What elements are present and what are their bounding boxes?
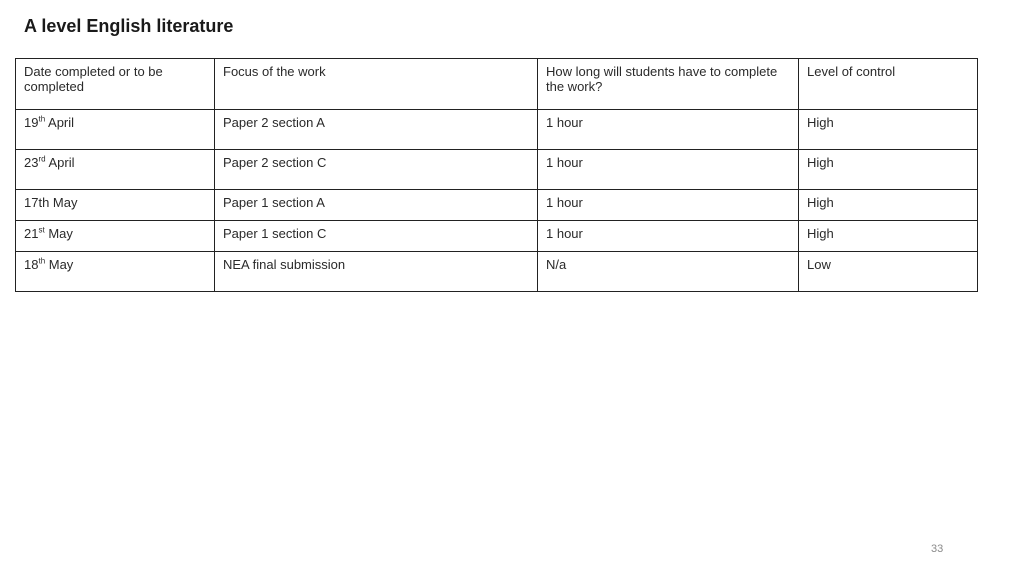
focus-cell: NEA final submission [215,252,538,292]
date-suffix: th [38,114,46,124]
table-row [16,221,978,252]
table-row [16,252,978,292]
assessment-schedule-table [15,58,978,292]
date-suffix: rd [38,154,46,164]
date-month: May [45,257,74,272]
table-row [16,110,978,150]
focus-cell: Paper 1 section A [215,190,538,221]
date-day: 18 [24,257,39,272]
focus-cell: Paper 2 section A [215,110,538,150]
header-duration: How long will students have to complete the work? [538,59,799,110]
date-day: 21 [24,226,39,241]
focus-cell: Paper 2 section C [215,150,538,190]
date-month: May [44,226,73,241]
date-month: April [45,155,75,170]
date-cell [16,252,215,292]
duration-cell: 1 hour [538,221,799,252]
duration-cell: 1 hour [538,150,799,190]
date-cell: 17th May [16,190,215,221]
table-header-row [16,59,978,110]
date-day: 23 [24,155,39,170]
header-date: Date completed or to be completed [16,59,215,110]
date-suffix: th [38,256,46,266]
duration-cell: N/a [538,252,799,292]
duration-cell: 1 hour [538,110,799,150]
control-cell: High [799,110,978,150]
date-suffix: st [38,225,45,235]
slide-title: A level English literature [24,16,234,36]
page-number: 33 [931,543,944,555]
header-control: Level of control [799,59,978,110]
date-cell [16,221,215,252]
date-cell [16,150,215,190]
control-cell: High [799,190,978,221]
duration-cell: 1 hour [538,190,799,221]
table-row [16,150,978,190]
control-cell: High [799,221,978,252]
header-focus: Focus of the work [215,59,538,110]
control-cell: High [799,150,978,190]
table-row [16,190,978,221]
date-month: April [45,115,75,130]
date-day: 19 [24,115,39,130]
control-cell: Low [799,252,978,292]
date-cell [16,110,215,150]
focus-cell: Paper 1 section C [215,221,538,252]
